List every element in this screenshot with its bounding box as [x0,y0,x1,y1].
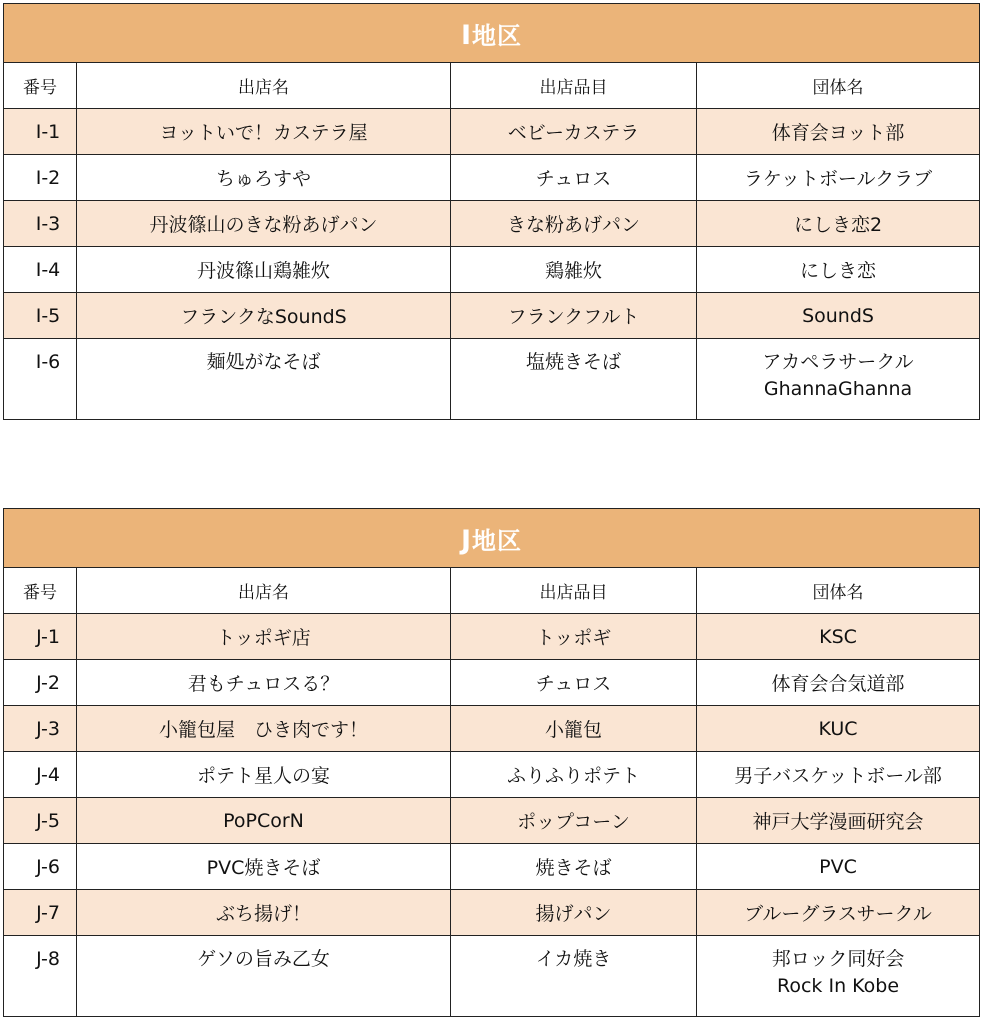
table-row [4,936,980,1017]
shop-name: ちゅろすや [77,155,451,201]
shop-name: ゲソの旨み乙女 [77,936,451,1017]
org-name-line1: アカペラサークル [762,351,914,373]
column-header-org: 団体名 [697,568,980,614]
shop-item: ベビーカステラ [451,109,697,155]
table-row [4,798,980,844]
column-header-org: 団体名 [697,63,980,109]
row-number: J-7 [4,890,77,936]
org-name: 体育会ヨット部 [697,109,980,155]
district-j-header-row [4,568,980,614]
shop-item: 小籠包 [451,706,697,752]
district-j-title [4,509,980,568]
shop-item: ふりふりポテト [451,752,697,798]
column-header-shop: 出店名 [77,568,451,614]
shop-item: フランクフルト [451,293,697,339]
district-j-title-suffix: 地区 [472,526,523,555]
table-row [4,155,980,201]
org-name: PVC [697,844,980,890]
org-name: ブルーグラスサークル [697,890,980,936]
shop-name: フランクなSoundS [77,293,451,339]
shop-name: PoPCorN [77,798,451,844]
shop-name: 君もチュロスる？ [77,660,451,706]
row-number: J-2 [4,660,77,706]
shop-item: イカ焼き [451,936,697,1017]
row-number: J-6 [4,844,77,890]
shop-item: チュロス [451,155,697,201]
org-name: 神戸大学漫画研究会 [697,798,980,844]
table-row [4,201,980,247]
column-header-item: 出店品目 [451,568,697,614]
table-row [4,293,980,339]
table-row [4,339,980,420]
table-row [4,109,980,155]
shop-name: PVC焼きそば [77,844,451,890]
table-row [4,706,980,752]
row-number: I-6 [4,339,77,420]
district-i-header-row [4,63,980,109]
org-name: KUC [697,706,980,752]
org-name: 男子バスケットボール部 [697,752,980,798]
shop-item: 塩焼きそば [451,339,697,420]
row-number: I-2 [4,155,77,201]
shop-name: 丹波篠山のきな粉あげパン [77,201,451,247]
shop-item: 揚げパン [451,890,697,936]
shop-item: 焼きそば [451,844,697,890]
shop-item: 鶏雑炊 [451,247,697,293]
org-name: にしき恋 [697,247,980,293]
org-name-line2: Rock In Kobe [777,975,900,997]
shop-name: トッポギ店 [77,614,451,660]
shop-item: きな粉あげパン [451,201,697,247]
table-row [4,752,980,798]
row-number: I-4 [4,247,77,293]
org-name: KSC [697,614,980,660]
district-i-title [4,4,980,63]
table-row [4,247,980,293]
shop-item: ポップコーン [451,798,697,844]
row-number: J-8 [4,936,77,1017]
row-number: I-5 [4,293,77,339]
shop-name: 小籠包屋 ひき肉です！ [77,706,451,752]
row-number: J-4 [4,752,77,798]
column-header-item: 出店品目 [451,63,697,109]
district-j-title-letter: J [461,524,473,556]
row-number: J-3 [4,706,77,752]
table-row [4,890,980,936]
district-i-title-letter: I [461,19,473,51]
table-row [4,660,980,706]
org-name: SoundS [697,293,980,339]
row-number: I-1 [4,109,77,155]
shop-name: ポテト星人の宴 [77,752,451,798]
shop-item: トッポギ [451,614,697,660]
org-name-line1: 邦ロック同好会 [771,948,905,970]
shop-item: チュロス [451,660,697,706]
column-header-number: 番号 [4,568,77,614]
district-i-table [3,3,980,420]
row-number: J-5 [4,798,77,844]
shop-name: 丹波篠山鶏雑炊 [77,247,451,293]
shop-name: ヨットいで！カステラ屋 [77,109,451,155]
district-j-table [3,508,980,1017]
table-row [4,844,980,890]
shop-name: 麺処がなそば [77,339,451,420]
shop-name: ぶち揚げ！ [77,890,451,936]
org-name: ラケットボールクラブ [697,155,980,201]
org-name-line2: GhannaGhanna [763,378,913,400]
column-header-shop: 出店名 [77,63,451,109]
org-name: 体育会合気道部 [697,660,980,706]
org-name [697,339,980,420]
column-header-number: 番号 [4,63,77,109]
table-row [4,614,980,660]
org-name [697,936,980,1017]
row-number: I-3 [4,201,77,247]
row-number: J-1 [4,614,77,660]
district-i-title-suffix: 地区 [472,21,523,50]
org-name: にしき恋2 [697,201,980,247]
